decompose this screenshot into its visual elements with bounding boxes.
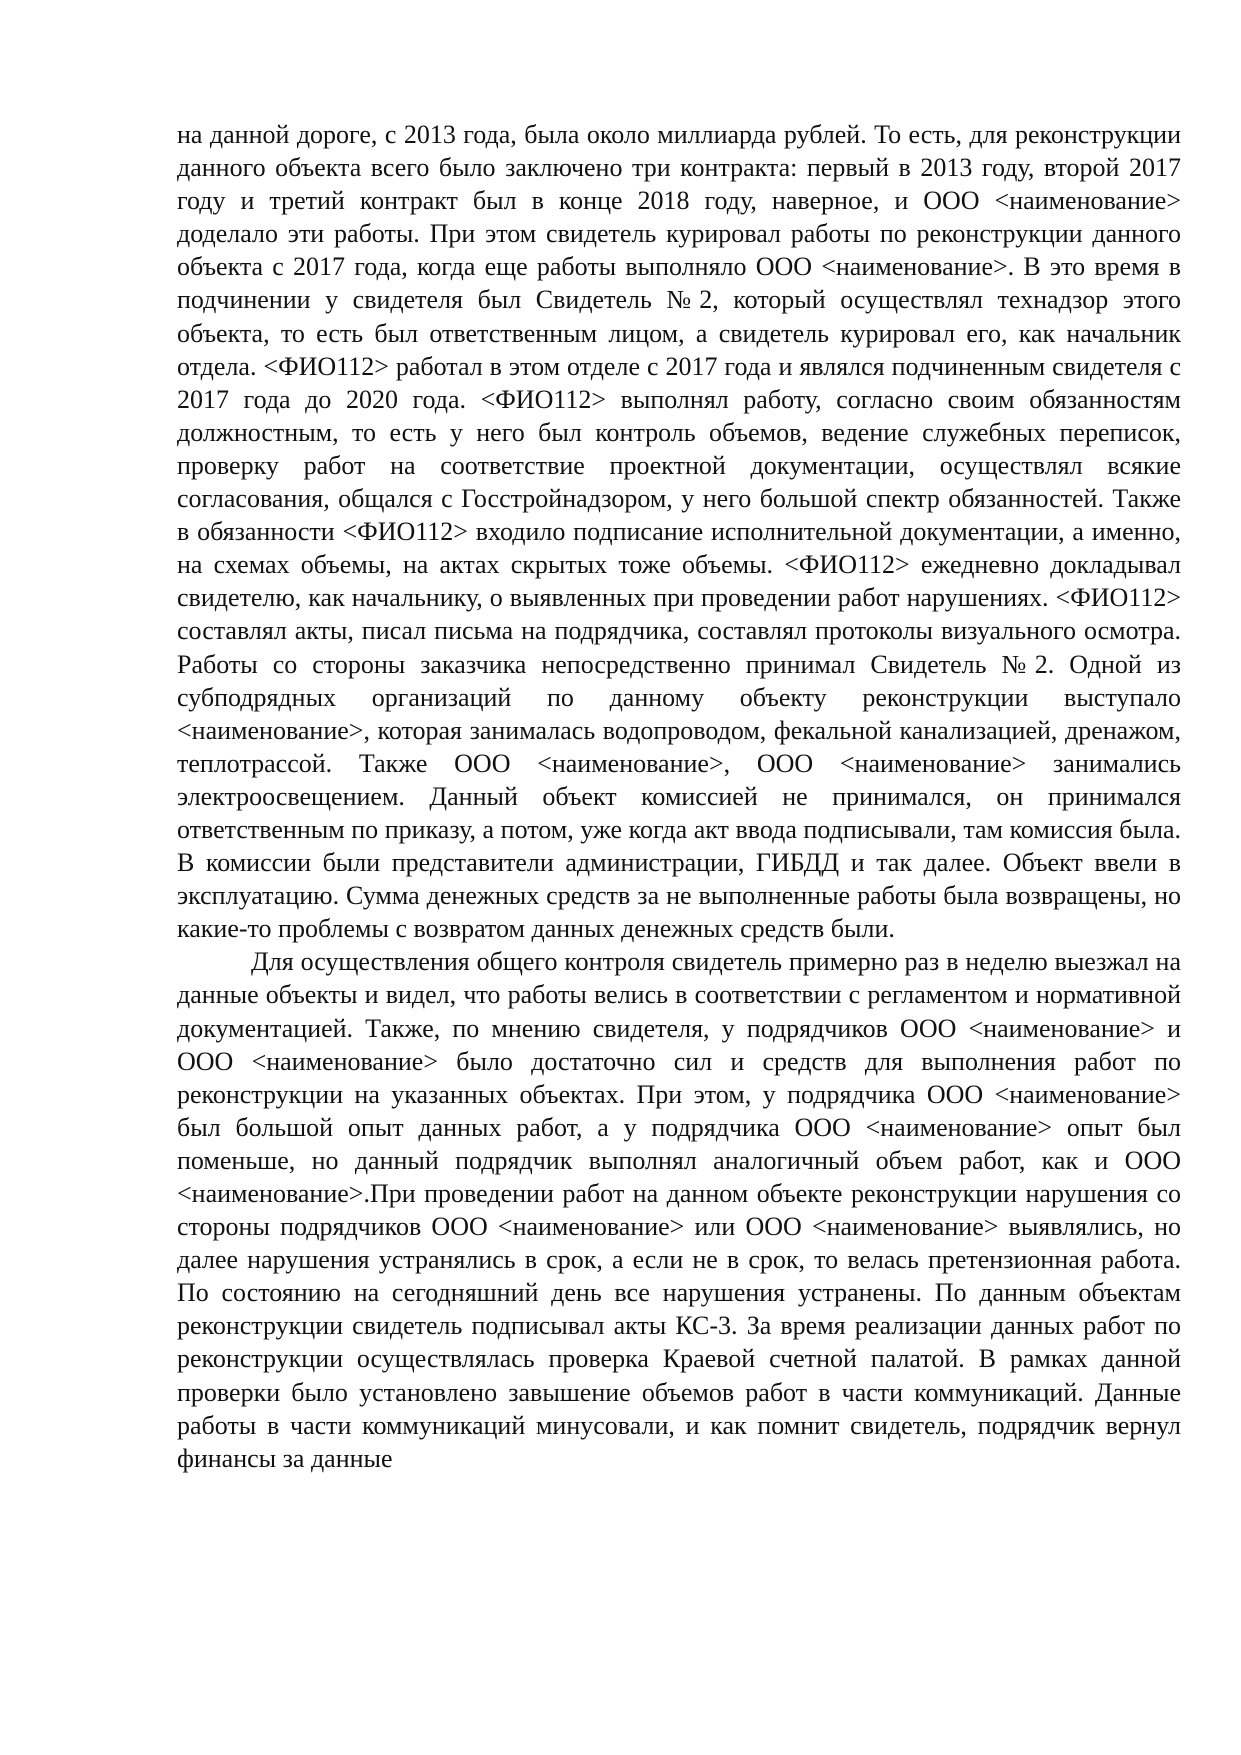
paragraph-2: Для осуществления общего контроля свидетель примерно раз в неделю выезжал на данные объекты и видел, что работы велись в соответствии с регламентом и нормативной документацией. Также, по мнению свидетеля, у подрядчиков ООО <наименование> и ООО <наименование> было достаточно сил и средств для выполнения работ по реконструкции на указанных объектах. При этом, у подрядчика ООО <наименование> был большой опыт данных работ, а у подрядчика ООО <наименование> опыт был поменьше, но данный подрядчик выполнял аналогичный объем работ, как и ООО <наименование>.При проведении работ на данном объекте реконструкции нарушения со стороны подрядчиков ООО <наименование> или ООО <наименование> выявлялись, но далее нарушения устранялись в срок, а если не в срок, то велась претензионная работа. По состоянию на сегодняшний день все нарушения устранены. По данным объектам реконструкции свидетель подписывал акты КС-3. За время реализации данных работ по реконструкции осуществлялась проверка Краевой счетной палатой. В рамках данной проверки было установлено завышение объемов работ в части коммуникаций. Данные работы в части коммуникаций минусовали, и как помнит свидетель, подрядчик вернул финансы за данные <box>177 947 1181 1473</box>
paragraph-1: на данной дороге, с 2013 года, была около миллиарда рублей. То есть, для реконструкции данного объекта всего было заключено три контракта: первый в 2013 году, второй 2017 году и третий контракт был в конце 2018 году, наверное, и ООО <наименование> доделало эти работы. При этом свидетель курировал работы по реконструкции данного объекта с 2017 года, когда еще работы выполняло ООО <наименование>. В это время в подчинении у свидетеля был Свидетель №2, который осуществлял технадзор этого объекта, то есть был ответственным лицом, а свидетель курировал его, как начальник отдела. <ФИО112> работал в этом отделе с 2017 года и являлся подчиненным свидетеля с 2017 года до 2020 года. <ФИО112> выполнял работу, согласно своим обязанностям должностным, то есть у него был контроль объемов, ведение служебных переписок, проверку работ на соответствие проектной документации, осуществлял всякие согласования, общался с Госстройнадзором, у него большой спектр обязанностей. Также в обязанности <ФИО112> входило подписание исполнительной документации, а именно, на схемах объемы, на актах скрытых тоже объемы. <ФИО112> ежедневно докладывал свидетелю, как начальнику, о выявленных при проведении работ нарушениях. <ФИО112> составлял акты, писал письма на подрядчика, составлял протоколы визуального осмотра. Работы со стороны заказчика непосредственно принимал Свидетель №2. Одной из субподрядных организаций по данному объекту реконструкции выступало <наименование>, которая занималась водопроводом, фекальной канализацией, дренажом, теплотрассой. Также ООО <наименование>, ООО <наименование> занимались электроосвещением. Данный объект комиссией не принимался, он принимался ответственным по приказу, а потом, уже когда акт ввода подписывали, там комиссия была. В комиссии были представители администрации, ГИБДД и так далее. Объект ввели в эксплуатацию. Сумма денежных средств за не выполненные работы была возвращены, но какие-то проблемы с возвратом данных денежных средств были. <box>177 120 1181 944</box>
document-body <box>177 118 1181 1475</box>
